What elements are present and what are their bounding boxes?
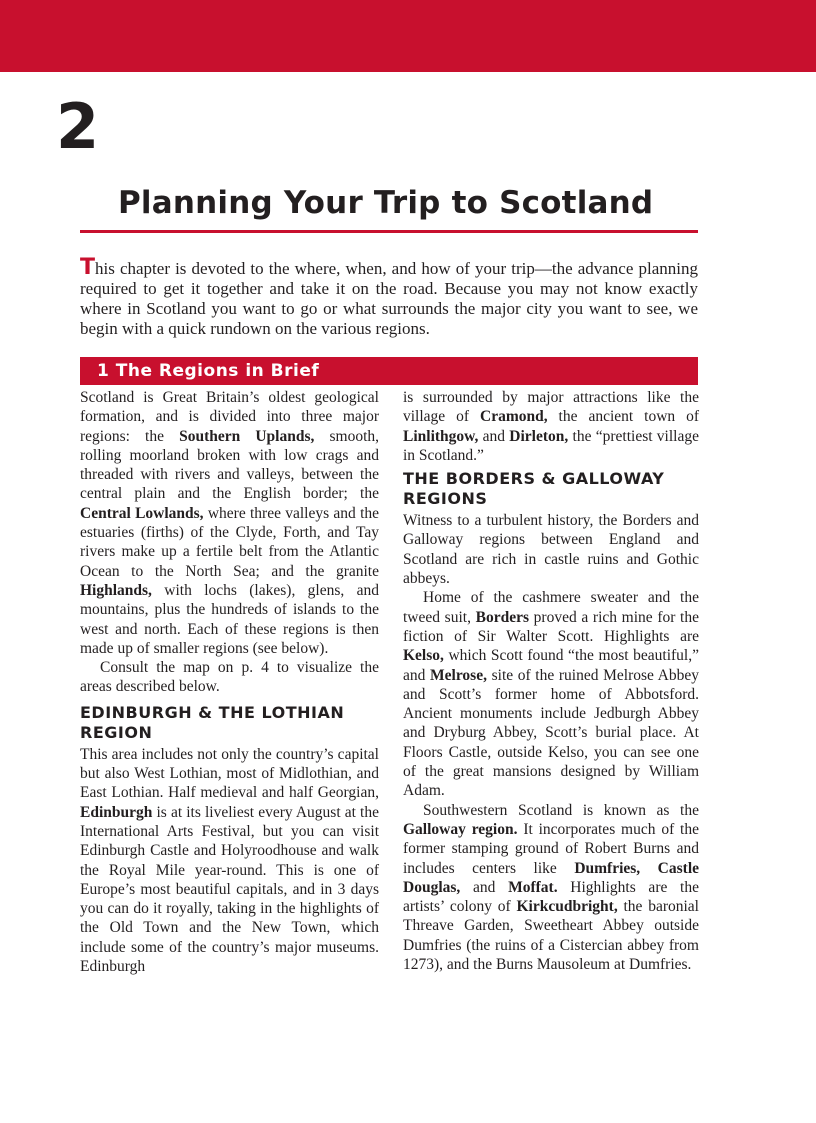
intro-paragraph bbox=[80, 255, 698, 339]
bold-term: Central Lowlands, bbox=[80, 504, 204, 522]
map-reference-paragraph: Consult the map on p. 4 to visualize the areas described below. bbox=[80, 659, 379, 696]
intro-text: his chapter is devoted to the where, when, and how of your trip—the advance planning required to get it together and take it on the road. Because you may not know exactly where in Scotland you want to go or what surrounds the major city you want to see, we begin with a quick rundown on the various regions. bbox=[80, 259, 698, 338]
title-rule bbox=[80, 230, 698, 233]
drop-cap: T bbox=[80, 255, 96, 280]
bold-term: Highlands, bbox=[80, 581, 152, 599]
text-run: the baronial Threave Garden, Sweetheart Abbey outside Dumfries (the ruins of a Cistercian abbey from 1273), and the Burns Mausoleum at Dumfries. bbox=[403, 898, 699, 974]
bold-term: Borders bbox=[475, 608, 529, 626]
text-run: site of the ruined Melrose Abbey and Scott’s former home of Abbotsford. Ancient monuments include Jedburgh Abbey and Dryburg Abbey, Scott’s burial place. At Floors Castle, outside Kelso, you can see one of the great mansions designed by William Adam. bbox=[403, 666, 699, 800]
text-run: It incorporates much of the former stamping ground of Robert Burns and includes centers like bbox=[403, 820, 699, 877]
borders-paragraph bbox=[403, 588, 699, 800]
bold-term: Kelso, bbox=[403, 647, 444, 665]
edinburgh-continuation-paragraph bbox=[403, 388, 699, 465]
bold-term: Edinburgh bbox=[80, 803, 153, 821]
text-run: which Scott found “the most beautiful,” and bbox=[403, 647, 699, 684]
bold-term: Melrose, bbox=[430, 666, 487, 684]
bold-term: Galloway region. bbox=[403, 820, 518, 838]
text-run: Southwestern Scotland is known as the bbox=[423, 801, 699, 819]
right-column bbox=[403, 388, 699, 974]
text-run: proved a rich mine for the fiction of Sir Walter Scott. Highlights are bbox=[403, 608, 699, 645]
chapter-number: 2 bbox=[56, 90, 100, 163]
edinburgh-paragraph bbox=[80, 745, 379, 977]
text-run: is at its liveliest every August at the International Arts Festival, but you can visit Edinburgh Castle and Holyroodhouse and walk the Royal Mile year-round. This is one of Europe’s most beautiful capitals, and in 3 days you can do it royally, taking in the highlights of the Old Town and the New Town, which include some of the country’s major museums. Edinburgh bbox=[80, 803, 379, 976]
text-run: Scotland is Great Britain’s oldest geological formation, and is divided into three major regions: the bbox=[80, 389, 379, 445]
bold-term: Moffat. bbox=[508, 878, 558, 896]
bold-term: Dumfries, Castle Douglas, bbox=[403, 859, 699, 896]
text-run: Highlights are the artists’ colony of bbox=[403, 878, 699, 916]
text-run: This area includes not only the country’s capital but also West Lothian, most of Midlothian, and East Lothian. Half medieval and half Georgian, bbox=[80, 745, 379, 802]
bold-term: Dirleton, bbox=[509, 427, 569, 445]
bold-term: Southern Uplands, bbox=[179, 427, 315, 445]
borders-galloway-heading: THE BORDERS & GALLOWAY REGIONS bbox=[403, 469, 665, 509]
bold-term: Kirkcudbright, bbox=[516, 898, 618, 916]
left-column bbox=[80, 388, 379, 976]
text-run: the ancient town of bbox=[547, 408, 700, 426]
text-run: is surrounded by major attractions like the village of bbox=[403, 389, 699, 426]
header-band bbox=[0, 0, 816, 72]
section-title: 1 The Regions in Brief bbox=[97, 361, 320, 381]
regions-overview-paragraph bbox=[80, 388, 379, 658]
text-run: Home of the cashmere sweater and the tweed suit, bbox=[403, 589, 699, 626]
text-run: the “prettiest village in Scotland.” bbox=[403, 427, 699, 464]
bold-term: Cramond, bbox=[480, 408, 548, 426]
borders-intro-paragraph: Witness to a turbulent history, the Borders and Galloway regions between England and Scotland are rich in castle ruins and Gothic abbeys. bbox=[403, 512, 699, 588]
text-run: and bbox=[460, 878, 509, 896]
edinburgh-heading: EDINBURGH & THE LOTHIAN REGION bbox=[80, 702, 345, 742]
chapter-title: Planning Your Trip to Scotland bbox=[118, 185, 654, 221]
section-bar bbox=[80, 357, 698, 385]
text-run: with lochs (lakes), glens, and mountains, plus the hundreds of islands to the west and north. Each of these regions is then made up of smaller regions (see below). bbox=[80, 581, 379, 657]
text-run: where three valleys and the estuaries (firths) of the Clyde, Forth, and Tay rivers make up a fertile belt from the Atlantic Ocean to the North Sea; and the granite bbox=[80, 504, 380, 580]
text-run: smooth, rolling moorland broken with low crags and threaded with rivers and valleys, between the central plain and the English border; the bbox=[80, 427, 380, 503]
galloway-paragraph bbox=[403, 801, 699, 975]
text-run: and bbox=[478, 427, 510, 445]
bold-term: Linlithgow, bbox=[403, 427, 479, 445]
